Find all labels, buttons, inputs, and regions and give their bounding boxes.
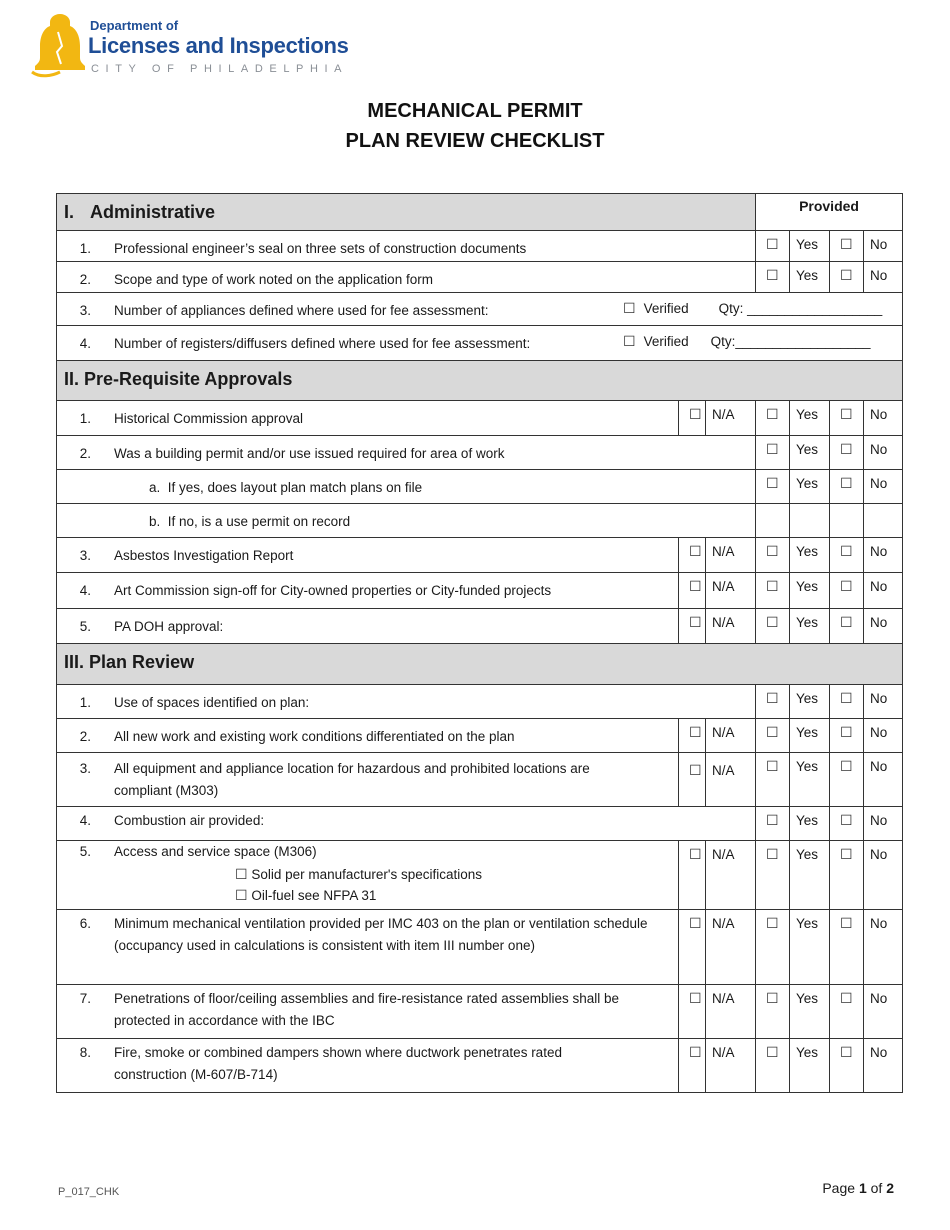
no-label: No	[870, 813, 888, 828]
section-title: Pre-Requisite Approvals	[84, 369, 293, 389]
yes-label: Yes	[796, 615, 819, 630]
item-number: 6.	[79, 916, 91, 931]
checklist-row	[57, 841, 903, 910]
page-indicator	[822, 1180, 894, 1196]
na-label: N/A	[712, 916, 735, 931]
yes-checkbox[interactable]: ☐	[766, 915, 779, 931]
yes-checkbox[interactable]: ☐	[766, 614, 779, 630]
item-number: 3.	[79, 548, 91, 563]
sub-item-letter: a.	[149, 480, 161, 495]
item-text: If no, is a use permit on record	[167, 514, 351, 529]
item-text: Was a building permit and/or use issued required for area of work	[114, 446, 505, 461]
empty-cell	[756, 504, 790, 538]
verified-label: Verified	[643, 334, 689, 349]
item-number: 4.	[79, 336, 91, 351]
item-number: 5.	[79, 844, 91, 859]
yes-checkbox[interactable]: ☐	[766, 236, 779, 252]
no-checkbox[interactable]: ☐	[840, 990, 853, 1006]
item-text: Minimum mechanical ventilation provided per IMC 403 on the plan or ventilation schedule (occupancy used in calculations is consistent with item III number one)	[114, 916, 648, 953]
no-label: No	[870, 847, 888, 862]
section-numeral: II.	[64, 369, 80, 389]
no-label: No	[870, 759, 888, 774]
yes-checkbox[interactable]: ☐	[766, 846, 779, 862]
qty-field[interactable]: Qty:__________________	[710, 334, 871, 349]
checklist-row	[57, 807, 903, 841]
dept-line-small: Department of	[90, 18, 179, 33]
section-header-plan-review	[57, 644, 903, 685]
yes-checkbox[interactable]: ☐	[766, 406, 779, 422]
empty-cell	[830, 504, 864, 538]
option-solid	[235, 864, 678, 885]
item-number: 4.	[79, 583, 91, 598]
page-total: 2	[886, 1180, 894, 1196]
option-label: Oil-fuel see NFPA 31	[251, 888, 377, 903]
checklist-row	[57, 436, 903, 470]
section-numeral: III.	[64, 652, 85, 672]
item-text: All new work and existing work conditions differentiated on the plan	[114, 729, 515, 744]
agency-logo	[30, 12, 370, 80]
na-label: N/A	[712, 615, 735, 630]
section-title: Plan Review	[89, 652, 195, 672]
no-label: No	[870, 691, 888, 706]
section-header-prerequisite	[57, 361, 903, 401]
yes-label: Yes	[796, 476, 819, 491]
verified-checkbox[interactable]: ☐	[623, 300, 636, 316]
no-checkbox[interactable]: ☐	[840, 758, 853, 774]
form-title-line2: PLAN REVIEW CHECKLIST	[345, 130, 605, 152]
no-checkbox[interactable]: ☐	[840, 690, 853, 706]
section-numeral: I.	[64, 202, 75, 222]
na-label: N/A	[712, 407, 735, 422]
na-label: N/A	[712, 991, 735, 1006]
no-label: No	[870, 579, 888, 594]
page-word: Page	[822, 1180, 856, 1196]
na-checkbox[interactable]: ☐	[689, 724, 702, 740]
yes-label: Yes	[796, 725, 819, 740]
item-number: 7.	[79, 991, 91, 1006]
item-text: Access and service space (M306)	[114, 844, 317, 859]
item-number: 2.	[79, 446, 91, 461]
no-checkbox[interactable]: ☐	[840, 614, 853, 630]
item-number: 8.	[79, 1045, 91, 1060]
yes-checkbox[interactable]: ☐	[766, 724, 779, 740]
na-label: N/A	[712, 1045, 735, 1060]
no-label: No	[870, 442, 888, 457]
no-label: No	[870, 615, 888, 630]
item-text: Art Commission sign-off for City-owned properties or City-funded projects	[114, 583, 552, 598]
no-checkbox[interactable]: ☐	[840, 915, 853, 931]
na-checkbox[interactable]: ☐	[689, 614, 702, 630]
yes-label: Yes	[796, 691, 819, 706]
section-title: Administrative	[90, 202, 216, 222]
checklist-row	[57, 685, 903, 719]
checklist-subrow	[57, 504, 903, 538]
yes-checkbox[interactable]: ☐	[766, 475, 779, 491]
no-label: No	[870, 916, 888, 931]
item-number: 3.	[79, 303, 91, 318]
city-line: CITY OF PHILADELPHIA	[91, 63, 349, 75]
item-number: 1.	[79, 241, 91, 256]
yes-label: Yes	[796, 407, 819, 422]
yes-label: Yes	[796, 544, 819, 559]
checklist-table	[56, 193, 903, 1093]
empty-cell	[864, 504, 903, 538]
checklist-row	[57, 753, 903, 807]
yes-label: Yes	[796, 237, 819, 252]
no-checkbox[interactable]: ☐	[840, 543, 853, 559]
checklist-row	[57, 573, 903, 609]
option-label: Solid per manufacturer's specifications	[251, 867, 483, 882]
na-checkbox[interactable]: ☐	[689, 846, 702, 862]
item-text: Scope and type of work noted on the application form	[114, 272, 433, 287]
item-number: 4.	[79, 813, 91, 828]
item-text: Number of appliances defined where used for fee assessment:	[114, 303, 489, 318]
empty-cell	[790, 504, 830, 538]
item-number: 3.	[79, 761, 91, 776]
item-text: Fire, smoke or combined dampers shown where ductwork penetrates rated construction (M-607/B-714)	[114, 1045, 562, 1082]
item-number: 1.	[79, 695, 91, 710]
checklist-subrow	[57, 470, 903, 504]
sub-item-letter: b.	[149, 514, 161, 529]
form-id: P_017_CHK	[58, 1186, 120, 1198]
no-checkbox[interactable]: ☐	[840, 812, 853, 828]
no-checkbox[interactable]: ☐	[840, 846, 853, 862]
item-text: PA DOH approval:	[114, 619, 224, 634]
yes-label: Yes	[796, 847, 819, 862]
checklist-row	[57, 538, 903, 573]
verified-checkbox[interactable]: ☐	[623, 333, 636, 349]
item-number: 2.	[79, 729, 91, 744]
yes-label: Yes	[796, 579, 819, 594]
no-checkbox[interactable]: ☐	[840, 475, 853, 491]
no-checkbox[interactable]: ☐	[840, 441, 853, 457]
yes-label: Yes	[796, 442, 819, 457]
item-text: Historical Commission approval	[114, 411, 304, 426]
no-checkbox[interactable]: ☐	[840, 724, 853, 740]
item-text: Number of registers/diffusers defined where used for fee assessment:	[114, 336, 531, 351]
na-checkbox[interactable]: ☐	[689, 406, 702, 422]
option-oil-fuel	[235, 885, 678, 906]
item-text: Asbestos Investigation Report	[114, 548, 294, 563]
checklist-row	[57, 609, 903, 644]
yes-checkbox[interactable]: ☐	[766, 578, 779, 594]
checklist-row	[57, 1039, 903, 1093]
yes-checkbox[interactable]: ☐	[766, 543, 779, 559]
checklist-row	[57, 985, 903, 1039]
yes-checkbox[interactable]: ☐	[766, 1044, 779, 1060]
na-label: N/A	[712, 725, 735, 740]
yes-label: Yes	[796, 991, 819, 1006]
checklist-row-fee	[57, 293, 903, 326]
no-checkbox[interactable]: ☐	[840, 1044, 853, 1060]
item-text: Combustion air provided:	[114, 813, 265, 828]
option-checkbox[interactable]: ☐	[235, 887, 248, 903]
no-label: No	[870, 268, 888, 283]
form-title-line1: MECHANICAL PERMIT	[367, 100, 583, 122]
no-label: No	[870, 476, 888, 491]
no-label: No	[870, 1045, 888, 1060]
checklist-row	[57, 262, 903, 293]
item-text: Penetrations of floor/ceiling assemblies and fire-resistance rated assemblies shall be protected in accordance with the IBC	[114, 991, 620, 1028]
no-label: No	[870, 725, 888, 740]
checklist-row	[57, 231, 903, 262]
na-checkbox[interactable]: ☐	[689, 990, 702, 1006]
yes-label: Yes	[796, 916, 819, 931]
item-text: Use of spaces identified on plan:	[114, 695, 310, 710]
na-label: N/A	[712, 847, 735, 862]
no-label: No	[870, 237, 888, 252]
item-text: Professional engineer’s seal on three sets of construction documents	[114, 241, 527, 256]
na-label: N/A	[712, 763, 735, 778]
qty-field[interactable]: Qty: __________________	[718, 301, 883, 316]
yes-label: Yes	[796, 268, 819, 283]
item-text: All equipment and appliance location for hazardous and prohibited locations are compliant (M303)	[114, 761, 590, 798]
yes-checkbox[interactable]: ☐	[766, 812, 779, 828]
item-text: If yes, does layout plan match plans on file	[167, 480, 423, 495]
na-checkbox[interactable]: ☐	[689, 1044, 702, 1060]
item-number: 2.	[79, 272, 91, 287]
yes-checkbox[interactable]: ☐	[766, 990, 779, 1006]
no-checkbox[interactable]: ☐	[840, 406, 853, 422]
checklist-row	[57, 401, 903, 436]
no-label: No	[870, 991, 888, 1006]
page-number: 1	[858, 1180, 867, 1196]
no-checkbox[interactable]: ☐	[840, 236, 853, 252]
na-checkbox[interactable]: ☐	[689, 578, 702, 594]
yes-label: Yes	[796, 759, 819, 774]
no-checkbox[interactable]: ☐	[840, 578, 853, 594]
na-checkbox[interactable]: ☐	[689, 915, 702, 931]
na-label: N/A	[712, 544, 735, 559]
yes-label: Yes	[796, 1045, 819, 1060]
no-checkbox[interactable]: ☐	[840, 267, 853, 283]
no-label: No	[870, 544, 888, 559]
na-checkbox[interactable]: ☐	[689, 543, 702, 559]
checklist-row-fee	[57, 326, 903, 361]
of-word: of	[870, 1180, 883, 1196]
option-checkbox[interactable]: ☐	[235, 866, 248, 882]
item-number: 1.	[79, 411, 91, 426]
yes-label: Yes	[796, 813, 819, 828]
checklist-row	[57, 719, 903, 753]
yes-checkbox[interactable]: ☐	[766, 758, 779, 774]
na-checkbox[interactable]: ☐	[689, 762, 702, 778]
yes-checkbox[interactable]: ☐	[766, 441, 779, 457]
yes-checkbox[interactable]: ☐	[766, 690, 779, 706]
checklist-row	[57, 910, 903, 985]
item-number: 5.	[79, 619, 91, 634]
dept-line-large: Licenses and Inspections	[88, 33, 349, 58]
liberty-bell-icon	[30, 12, 86, 78]
provided-header: Provided	[756, 194, 903, 231]
verified-label: Verified	[643, 301, 689, 316]
yes-checkbox[interactable]: ☐	[766, 267, 779, 283]
na-label: N/A	[712, 579, 735, 594]
no-label: No	[870, 407, 888, 422]
section-header-administrative	[57, 194, 903, 231]
